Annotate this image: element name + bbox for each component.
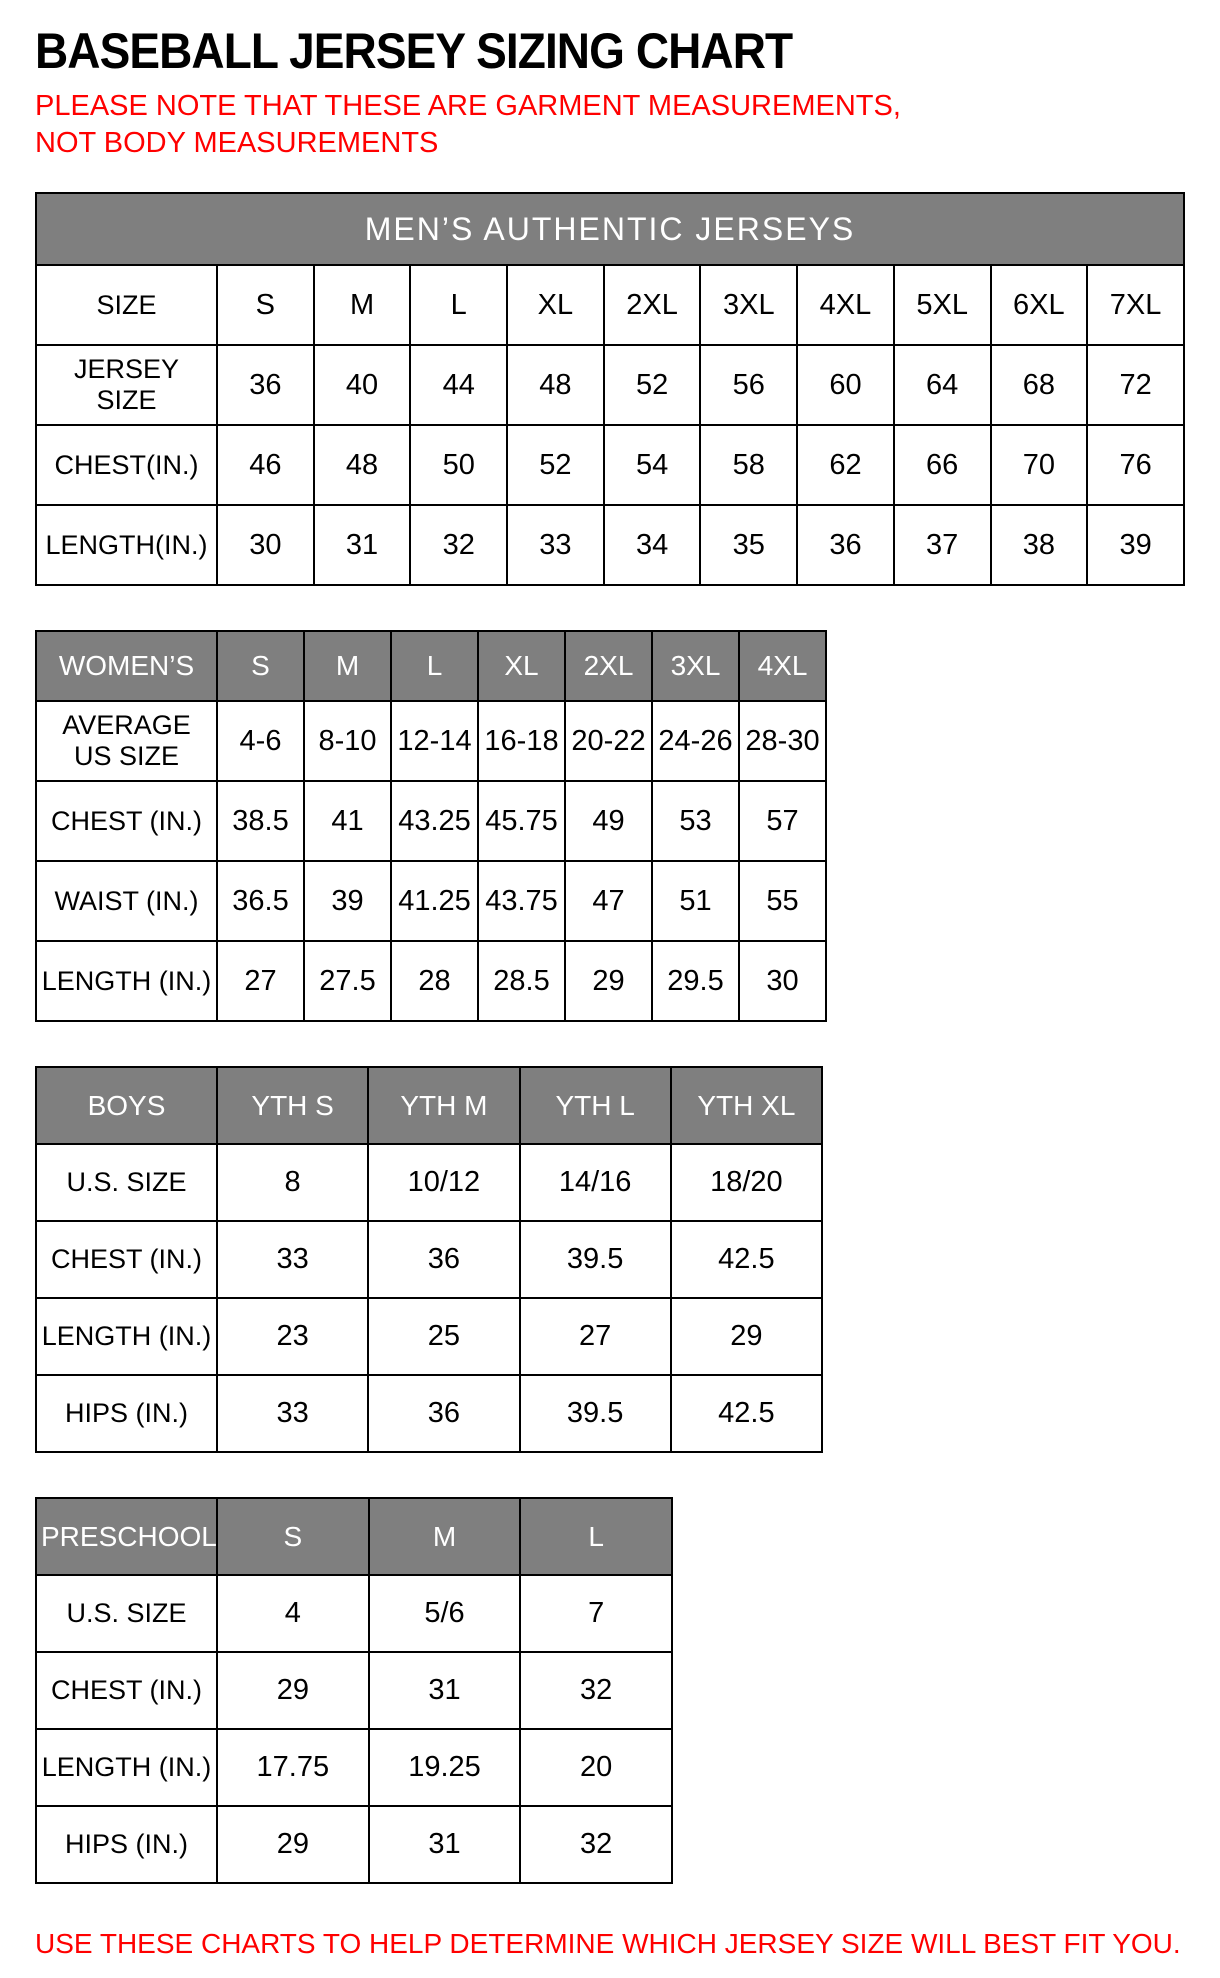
row-label: CHEST (IN.) bbox=[36, 781, 217, 861]
size-value-cell: 60 bbox=[797, 345, 894, 425]
size-value-cell: 32 bbox=[520, 1806, 672, 1883]
size-value-cell: XL bbox=[507, 265, 604, 345]
table-row bbox=[36, 1144, 822, 1221]
table-row bbox=[36, 505, 1184, 585]
size-column-header: XL bbox=[478, 631, 565, 701]
row-label: SIZE bbox=[36, 265, 217, 345]
size-value-cell: 8-10 bbox=[304, 701, 391, 781]
table-row bbox=[36, 1575, 672, 1652]
size-value-cell: 70 bbox=[991, 425, 1088, 505]
mens-sizing-table bbox=[35, 192, 1185, 586]
table-row bbox=[36, 941, 826, 1021]
size-value-cell: 4-6 bbox=[217, 701, 304, 781]
size-value-cell: 4XL bbox=[797, 265, 894, 345]
size-value-cell: 30 bbox=[217, 505, 314, 585]
size-column-header: S bbox=[217, 631, 304, 701]
size-value-cell: 40 bbox=[314, 345, 411, 425]
size-value-cell: 10/12 bbox=[368, 1144, 519, 1221]
size-value-cell: 30 bbox=[739, 941, 826, 1021]
size-value-cell: 31 bbox=[314, 505, 411, 585]
row-label: LENGTH (IN.) bbox=[36, 941, 217, 1021]
size-value-cell: 55 bbox=[739, 861, 826, 941]
size-value-cell: 52 bbox=[604, 345, 701, 425]
size-value-cell: 48 bbox=[507, 345, 604, 425]
size-column-header: YTH XL bbox=[671, 1067, 822, 1144]
table-row bbox=[36, 1221, 822, 1298]
preschool-sizing-table bbox=[35, 1497, 673, 1884]
row-label: CHEST(IN.) bbox=[36, 425, 217, 505]
table-row bbox=[36, 1298, 822, 1375]
size-value-cell: 47 bbox=[565, 861, 652, 941]
size-value-cell: 29 bbox=[565, 941, 652, 1021]
size-value-cell: 50 bbox=[410, 425, 507, 505]
size-value-cell: 56 bbox=[700, 345, 797, 425]
boys-sizing-table bbox=[35, 1066, 823, 1453]
size-value-cell: 25 bbox=[368, 1298, 519, 1375]
size-value-cell: 54 bbox=[604, 425, 701, 505]
size-value-cell: 38 bbox=[991, 505, 1088, 585]
size-column-header: YTH L bbox=[520, 1067, 671, 1144]
row-label: CHEST (IN.) bbox=[36, 1652, 217, 1729]
size-value-cell: 49 bbox=[565, 781, 652, 861]
size-value-cell: 33 bbox=[217, 1375, 368, 1452]
table-row bbox=[36, 265, 1184, 345]
size-value-cell: 39 bbox=[1087, 505, 1184, 585]
size-value-cell: 5/6 bbox=[369, 1575, 521, 1652]
footer-note: USE THESE CHARTS TO HELP DETERMINE WHICH JERSEY SIZE WILL BEST FIT YOU. bbox=[35, 1928, 1181, 1960]
womens-sizing-table bbox=[35, 630, 827, 1022]
size-value-cell: 36.5 bbox=[217, 861, 304, 941]
size-value-cell: 7XL bbox=[1087, 265, 1184, 345]
size-value-cell: 36 bbox=[217, 345, 314, 425]
size-column-header: M bbox=[369, 1498, 521, 1575]
size-value-cell: 17.75 bbox=[217, 1729, 369, 1806]
row-label: LENGTH (IN.) bbox=[36, 1298, 217, 1375]
size-value-cell: 28 bbox=[391, 941, 478, 1021]
header-row bbox=[36, 1498, 672, 1575]
row-label: HIPS (IN.) bbox=[36, 1806, 217, 1883]
page-title: BASEBALL JERSEY SIZING CHART bbox=[35, 23, 793, 79]
row-label: LENGTH (IN.) bbox=[36, 1729, 217, 1806]
size-value-cell: 24-26 bbox=[652, 701, 739, 781]
size-value-cell: 20-22 bbox=[565, 701, 652, 781]
size-value-cell: 7 bbox=[520, 1575, 672, 1652]
size-value-cell: 27.5 bbox=[304, 941, 391, 1021]
size-value-cell: 14/16 bbox=[520, 1144, 671, 1221]
size-value-cell: 8 bbox=[217, 1144, 368, 1221]
size-value-cell: 36 bbox=[797, 505, 894, 585]
size-value-cell: 36 bbox=[368, 1221, 519, 1298]
size-value-cell: 39.5 bbox=[520, 1221, 671, 1298]
size-value-cell: 19.25 bbox=[369, 1729, 521, 1806]
table-row bbox=[36, 1375, 822, 1452]
size-value-cell: 12-14 bbox=[391, 701, 478, 781]
size-value-cell: 43.75 bbox=[478, 861, 565, 941]
size-value-cell: 41 bbox=[304, 781, 391, 861]
size-column-header: YTH S bbox=[217, 1067, 368, 1144]
size-value-cell: 38.5 bbox=[217, 781, 304, 861]
size-value-cell: 37 bbox=[894, 505, 991, 585]
size-value-cell: 6XL bbox=[991, 265, 1088, 345]
size-value-cell: 72 bbox=[1087, 345, 1184, 425]
row-label: WAIST (IN.) bbox=[36, 861, 217, 941]
row-label: JERSEY SIZE bbox=[36, 345, 217, 425]
size-value-cell: 39 bbox=[304, 861, 391, 941]
row-label: LENGTH(IN.) bbox=[36, 505, 217, 585]
size-value-cell: 27 bbox=[217, 941, 304, 1021]
row-label: U.S. SIZE bbox=[36, 1575, 217, 1652]
size-value-cell: 45.75 bbox=[478, 781, 565, 861]
size-value-cell: 29 bbox=[671, 1298, 822, 1375]
table-row bbox=[36, 861, 826, 941]
size-value-cell: 51 bbox=[652, 861, 739, 941]
size-value-cell: 43.25 bbox=[391, 781, 478, 861]
size-value-cell: 32 bbox=[410, 505, 507, 585]
size-value-cell: 36 bbox=[368, 1375, 519, 1452]
size-value-cell: 58 bbox=[700, 425, 797, 505]
size-value-cell: 29 bbox=[217, 1652, 369, 1729]
size-value-cell: 23 bbox=[217, 1298, 368, 1375]
size-value-cell: 57 bbox=[739, 781, 826, 861]
size-value-cell: L bbox=[410, 265, 507, 345]
size-value-cell: 27 bbox=[520, 1298, 671, 1375]
size-value-cell: M bbox=[314, 265, 411, 345]
size-value-cell: 64 bbox=[894, 345, 991, 425]
size-value-cell: 16-18 bbox=[478, 701, 565, 781]
size-value-cell: 39.5 bbox=[520, 1375, 671, 1452]
size-value-cell: 28.5 bbox=[478, 941, 565, 1021]
size-column-header: 4XL bbox=[739, 631, 826, 701]
size-value-cell: 34 bbox=[604, 505, 701, 585]
size-value-cell: 68 bbox=[991, 345, 1088, 425]
size-value-cell: 46 bbox=[217, 425, 314, 505]
table-row bbox=[36, 1729, 672, 1806]
size-value-cell: S bbox=[217, 265, 314, 345]
size-value-cell: 31 bbox=[369, 1806, 521, 1883]
size-value-cell: 20 bbox=[520, 1729, 672, 1806]
table-row bbox=[36, 701, 826, 781]
row-label: HIPS (IN.) bbox=[36, 1375, 217, 1452]
size-column-header: 2XL bbox=[565, 631, 652, 701]
header-row bbox=[36, 1067, 822, 1144]
garment-measurements-note: PLEASE NOTE THAT THESE ARE GARMENT MEASUREMENTS, NOT BODY MEASUREMENTS bbox=[35, 90, 901, 160]
header-label: PRESCHOOL bbox=[36, 1498, 217, 1575]
size-value-cell: 31 bbox=[369, 1652, 521, 1729]
size-value-cell: 2XL bbox=[604, 265, 701, 345]
size-value-cell: 41.25 bbox=[391, 861, 478, 941]
size-value-cell: 4 bbox=[217, 1575, 369, 1652]
table-banner: MEN’S AUTHENTIC JERSEYS bbox=[36, 193, 1184, 265]
size-value-cell: 48 bbox=[314, 425, 411, 505]
size-value-cell: 33 bbox=[507, 505, 604, 585]
size-value-cell: 42.5 bbox=[671, 1375, 822, 1452]
size-value-cell: 53 bbox=[652, 781, 739, 861]
table-row bbox=[36, 345, 1184, 425]
size-column-header: L bbox=[520, 1498, 672, 1575]
size-value-cell: 66 bbox=[894, 425, 991, 505]
size-value-cell: 29.5 bbox=[652, 941, 739, 1021]
row-label: U.S. SIZE bbox=[36, 1144, 217, 1221]
size-column-header: 3XL bbox=[652, 631, 739, 701]
table-row bbox=[36, 425, 1184, 505]
row-label: CHEST (IN.) bbox=[36, 1221, 217, 1298]
size-value-cell: 62 bbox=[797, 425, 894, 505]
size-value-cell: 29 bbox=[217, 1806, 369, 1883]
header-label: BOYS bbox=[36, 1067, 217, 1144]
banner-row bbox=[36, 193, 1184, 265]
size-column-header: L bbox=[391, 631, 478, 701]
size-column-header: S bbox=[217, 1498, 369, 1575]
size-value-cell: 18/20 bbox=[671, 1144, 822, 1221]
size-value-cell: 33 bbox=[217, 1221, 368, 1298]
size-value-cell: 42.5 bbox=[671, 1221, 822, 1298]
size-value-cell: 28-30 bbox=[739, 701, 826, 781]
header-label: WOMEN’S bbox=[36, 631, 217, 701]
size-value-cell: 5XL bbox=[894, 265, 991, 345]
size-value-cell: 52 bbox=[507, 425, 604, 505]
table-row bbox=[36, 1652, 672, 1729]
table-row bbox=[36, 1806, 672, 1883]
header-row bbox=[36, 631, 826, 701]
size-value-cell: 35 bbox=[700, 505, 797, 585]
table-row bbox=[36, 781, 826, 861]
size-value-cell: 76 bbox=[1087, 425, 1184, 505]
size-column-header: YTH M bbox=[368, 1067, 519, 1144]
row-label: AVERAGE US SIZE bbox=[36, 701, 217, 781]
size-value-cell: 44 bbox=[410, 345, 507, 425]
size-value-cell: 32 bbox=[520, 1652, 672, 1729]
size-value-cell: 3XL bbox=[700, 265, 797, 345]
size-column-header: M bbox=[304, 631, 391, 701]
